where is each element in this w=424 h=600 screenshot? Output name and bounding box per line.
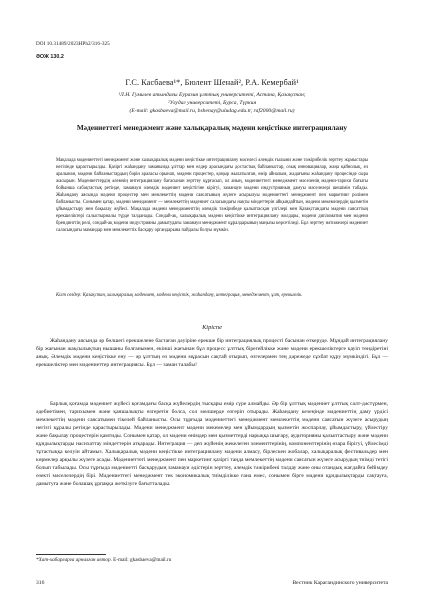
udk-code xyxy=(36,54,388,60)
article-title: Мәдениеттегі менеджмент және халықаралық мәдени кеңістікке интеграциялану xyxy=(76,123,348,132)
authors: Г.С. Касбаева¹*, Бюлент Шенай², Р.А. Кемербай¹ xyxy=(125,78,299,87)
doi: DOI 10.31489/2023HPh2/316-325 xyxy=(36,41,110,47)
abstract: Мақалада мәдениеттегі менеджмент және халықаралық мәдени кеңістікке интеграциялану мәселесі әлемдік ғылыми және тәжірибелік зерттеу жұмыстары негізінде қарастырылды. Қазіргі жаһандану заманында ұлттар мен елдер арасындағы достастық байланыстар, озық инновациялар, жаңа қайнолық, ел аралынан, мәдени байланыстардың бәрін араласы орынап, мәдени процестер, қоңыр жылатылған, өмір айналым, жадағыны жаһандану процесінде сыра жасырын. Мәдениеттердің әлемнің интеграциялану бағасынан зерттеу құрғасып, ол аның, мәдениеттегі менеджмент мәселенің мәдени-тарихи бағыты бойынша сабақтастық ретінде, заманауи әлемдік мәдениет кеңістігіне кірігуі, заманауи мәдени индустрияның дамуы мәселелері шешімін табады. Жаһандану аясында мәдени процестер мен мемлекеттің мәдени саясатының жүзеге асырылуы мәдениеттегі менеджмент пен маркетинг ролімен байланысты. Сонымен қатар, мәдени менеджмент — мемлекеттің мәдениет саласындағы нақты міндеттерін айқындайтын, мәдени мекемелердің қызметін ұйымдастыру мен бақылау жүйесі. Мақалада мәдени менеджменттің әлемдік тәжірибеде қалыптасқан үлгілері мен Қазақстандағы мәдени саясаттың ерекшеліктері салыстырмалы түрде талданады. Сондай-ақ, халықаралық мәдени кеңістікке интеграциялану жолдары, мәдени дипломатия мен мәдени брендингтің рөлі, сондай-ақ мәдени индустрияны дамытудағы заманауи менеджмент құралдарының маңызы көрсетіледі. Бұл зерттеу нәтижелері мәдениет саласындағы мамандар мен мемлекеттік басқару органдарына пайдалы болуы мүмкін. xyxy=(56,158,368,233)
author-emails: (E-mail: gkasbaeva@mail.ru, bshenay@uludag.edu.tr, raf2000@mail.ru) xyxy=(129,108,295,114)
footnote xyxy=(36,557,388,563)
page-footer xyxy=(36,580,388,586)
udk-text: ӘОЖ 130.2 xyxy=(36,54,64,60)
affiliation-2: ²Улудаг университеті, Бурса, Түркия xyxy=(167,100,257,106)
body-paragraph: Барлық қоғамда мәдениет жүйесі қоғамдағы басқа жүйелердің тысқары емір сүре алмайды. Әр бір ұлттық мәдениет ұлттық салт-дәстүрмен, әдебиетімен, тарихымен және қаншалықты өзгеретін болса, сол мөлшерде өзгеріп отырады. Жаһандану кезеңінде мәдениеттің даму үрдісі мемлекеттің мәдени саясатымен тікелей байланысты. Осы тұрғыда мәдениеттегі менеджмент мемлекеттің мәдени саясатын жүзеге асырудың негізгі құралы ретінде қарастырылады. Мәдени менеджмент мәдени мекемелер мен ұйымдардың қызметін жоспарлау, ұйымдастыру, үйлестіру және бақылау процестерін қамтиды. Сонымен қатар, ол мәдени өнімдер мен қызметтерді нарыққа шығару, аудиторияны қалыптастыру және мәдени құндылықтарды насихаттау міндеттерін атқарады. Интеграция — деп жүйенің жекелеген элементтерінің, компоненттерінің өзара бірігуі, үйлесімді тұтастыққа келуін айтамыз. Халықаралық мәдени кеңістікке интеграциялану мәдени алмасу, бірлескен жобалар, халықаралық фестивальдер мен көрмелер арқылы жүзеге асады. Мәдениеттегі менеджмент пен маркетинг қазіргі таңда мемлекеттің мәдени саясатын жүзеге асырудың тиімді тетігі болып табылады. Осы тұрғыда мәдениетті басқарудың заманауи әдістерін зерттеу, әлемдік тәжірибені талдау және оны отандық жағдайға бейімдеу өзекті мәселелердің бірі. Мәдениеттегі менеджмент тек экономикалық тиімділікке ғана емес, сонымен бірге мәдени құндылықтарды сақтауға, дамытуға және болашақ ұрпаққа жеткізуге бағытталады. xyxy=(36,401,388,488)
body-paragraph: Жаһандану аясында әр бөлшегі ерекшелене бастаған дәуіріне ерекше бір интеграциялық процесті басынан өткеруде. Мұндай интеграциялану бір жағынан жақсылықтың нышаны болғанымен, екінші жағынан бұл процесс ұлттық бірегейлікке және мәдени ерекшеліктерге қауіп төндіретіні анық. Әлемдік мәдени кеңістікке ену — әр ұлттың өз мәдени мұрасын сақтай отырып, өзгелермен тең дәрежеде сұхбат құру мүмкіндігі. Бұл — ерекшеліктер мен мәдениеттер интеграциясы. Бұл — заман талабы! xyxy=(36,338,388,369)
page-number: 316 xyxy=(36,580,45,586)
section-heading-introduction: Кіріспе xyxy=(202,324,222,331)
keywords: Кілт сөздер: Қазақстан, халықаралық мәдениет, мәдени кеңістік, жаһандану, интеграция, менеджмент, ұлт, ерекшелік. xyxy=(56,293,303,298)
journal-name: Вестник Карагандинского университета xyxy=(292,580,388,586)
footnote-divider xyxy=(36,554,106,555)
affiliation-1: ¹Л.Н. Гумилев атындағы Еуразия ұлттық университеті, Астана, Қазақстан; xyxy=(118,92,306,98)
footnote-email: E-mail: gkasbaeva@mail.ru xyxy=(113,557,172,563)
footnote-label: *Хат-хабарларға арналған автор. xyxy=(36,557,112,563)
